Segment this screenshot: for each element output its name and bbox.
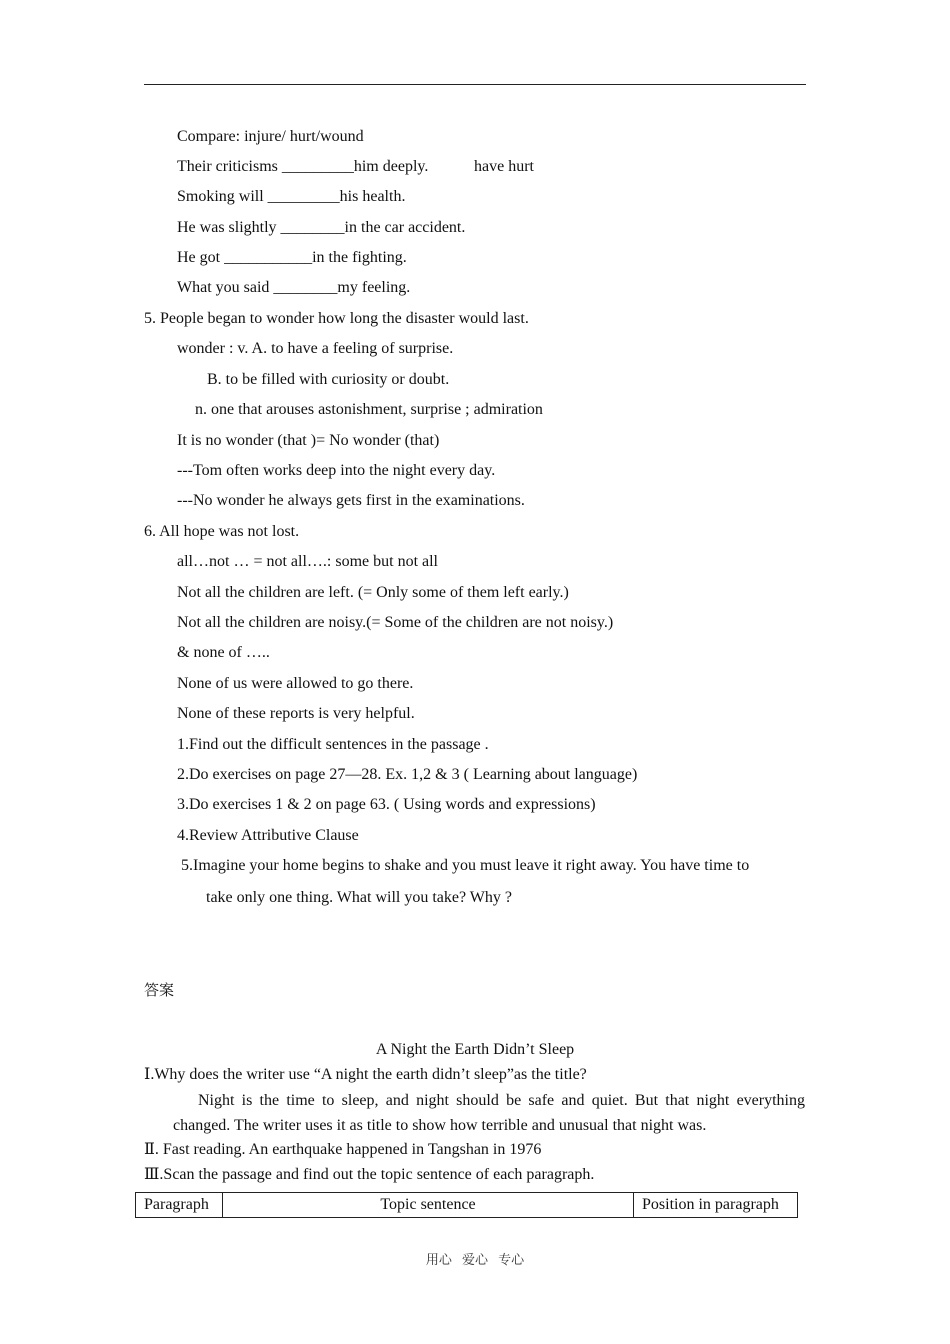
homework-3: 3.Do exercises 1 & 2 on page 63. ( Using words and expressions): [177, 796, 596, 813]
dialog-line-1: ---Tom often works deep into the night every day.: [177, 462, 496, 479]
topic-sentence-table: [135, 1192, 798, 1218]
homework-2: 2.Do exercises on page 27—28. Ex. 1,2 & 3 ( Learning about language): [177, 766, 638, 783]
homework-1: 1.Find out the difficult sentences in the passage .: [177, 736, 489, 753]
all-not-example-1: Not all the children are left. (= Only some of them left early.): [177, 584, 569, 601]
homework-4: 4.Review Attributive Clause: [177, 827, 359, 844]
none-of-example-2: None of these reports is very helpful.: [177, 705, 415, 722]
answers-heading: 答案: [144, 981, 175, 999]
table-header-topic-sentence: Topic sentence: [223, 1193, 634, 1218]
wonder-verb-a: wonder : v. A. to have a feeling of surprise.: [177, 340, 454, 357]
all-not-rule: all…not … = not all….: some but not all: [177, 553, 438, 570]
passage-title: A Night the Earth Didn’t Sleep: [375, 1041, 575, 1058]
table-header-row: [136, 1193, 798, 1218]
none-of-example-1: None of us were allowed to go there.: [177, 675, 414, 692]
exercise-3: He was slightly ________in the car accident.: [177, 219, 466, 236]
page-footer: 用心 爱心 专心: [425, 1253, 525, 1268]
question-1-answer: Night is the time to sleep, and night should be safe and quiet. But that night everything changed. The writer uses it as title to show how terrible and unusual that night was.: [173, 1092, 805, 1134]
wonder-noun: n. one that arouses astonishment, surprise ; admiration: [195, 401, 543, 418]
header-rule: [144, 84, 806, 85]
compare-heading: Compare: injure/ hurt/wound: [177, 128, 364, 145]
table-header-paragraph: Paragraph: [136, 1193, 223, 1218]
dialog-line-2: ---No wonder he always gets first in the examinations.: [177, 492, 525, 509]
all-not-example-2: Not all the children are noisy.(= Some of the children are not noisy.): [177, 614, 614, 631]
homework-5-line-1: 5.Imagine your home begins to shake and you must leave it right away. You have time to: [181, 857, 750, 874]
exercise-2: Smoking will _________his health.: [177, 188, 406, 205]
item-5-heading: 5. People began to wonder how long the disaster would last.: [144, 310, 529, 327]
table-header-position: Position in paragraph: [634, 1193, 798, 1218]
no-wonder-rule: It is no wonder (that )= No wonder (that): [177, 432, 440, 449]
question-3: Ⅲ.Scan the passage and find out the topic sentence of each paragraph.: [144, 1166, 595, 1183]
exercise-4: He got ___________in the fighting.: [177, 249, 407, 266]
item-6-heading: 6. All hope was not lost.: [144, 523, 300, 540]
exercise-1-answer: have hurt: [474, 158, 534, 175]
homework-5-line-2: take only one thing. What will you take? Why ?: [206, 889, 512, 906]
exercise-5: What you said ________my feeling.: [177, 279, 411, 296]
none-of-heading: & none of …..: [177, 644, 270, 661]
question-1: Ⅰ.Why does the writer use “A night the earth didn’t sleep”as the title?: [144, 1066, 587, 1083]
wonder-verb-b: B. to be filled with curiosity or doubt.: [207, 371, 450, 388]
exercise-1: Their criticisms _________him deeply.: [177, 158, 429, 175]
question-2: Ⅱ. Fast reading. An earthquake happened in Tangshan in 1976: [144, 1141, 542, 1158]
